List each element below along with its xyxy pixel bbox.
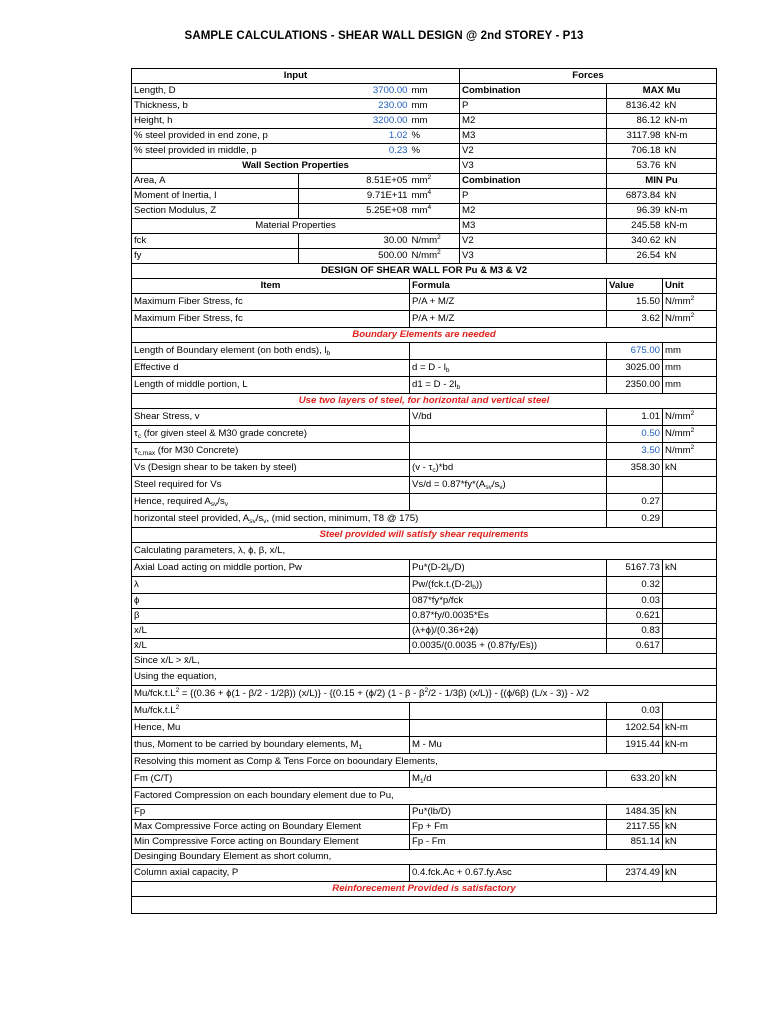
item-value: 0.03 xyxy=(607,703,663,720)
message-layers: Use two layers of steel, for horizontal and vertical steel xyxy=(132,394,717,409)
force-value: 8136.42 xyxy=(607,99,663,114)
item-value: 0.03 xyxy=(607,594,663,609)
page-title: SAMPLE CALCULATIONS - SHEAR WALL DESIGN @ 2nd STOREY - P13 xyxy=(184,30,584,42)
combination-max-mu: MAX Mu xyxy=(607,84,717,99)
item-formula xyxy=(410,720,607,737)
item-formula: 0.87*fy/0.0035*Es xyxy=(410,609,607,624)
item-label: Max Compressive Force acting on Boundary Element xyxy=(132,820,410,835)
blank-row xyxy=(132,897,717,914)
section-value: 5.25E+08 xyxy=(299,204,410,219)
item-value: 633.20 xyxy=(607,771,663,788)
item-label: $\tau_{c,max}$ (for M30 Concrete) xyxy=(132,443,410,460)
force-unit: kN xyxy=(663,144,717,159)
input-value: 1.02 xyxy=(299,129,410,144)
col-header-value: Value xyxy=(607,279,663,294)
item-label: Fp xyxy=(132,805,410,820)
item-formula: (λ+ϕ)/(0.36+2ϕ) xyxy=(410,624,607,639)
force-value: 86.12 xyxy=(607,114,663,129)
input-label: Thickness, b xyxy=(132,99,299,114)
header-wall-section: Wall Section Properties xyxy=(132,159,460,174)
material-label: fy xyxy=(132,249,299,264)
item-label: Axial Load acting on middle portion, Pw xyxy=(132,560,410,577)
force-unit: kN xyxy=(663,99,717,114)
input-value: 3200.00 xyxy=(299,114,410,129)
item-formula: M - Mu xyxy=(410,737,607,754)
item-value: 1484.35 xyxy=(607,805,663,820)
force-value: 26.54 xyxy=(607,249,663,264)
item-unit xyxy=(663,624,717,639)
item-label: Hence, required $A_{sv}/s_v$ xyxy=(132,494,410,511)
force-name: V2 xyxy=(460,234,607,249)
item-value: 15.50 xyxy=(607,294,663,311)
design-equation: $Mu/fck.t.L^2 = \{(0.36 + \phi(1 - \beta/2 - 1/2\beta))$ (x/L)} - {(0.15 + (ϕ/2) (1 - β - $\beta^2/2 - 1/3\beta$) (x/L)} - {(ϕ/6β) (L/x - 3)} - λ/2 xyxy=(132,686,717,703)
item-unit: kN-m xyxy=(663,737,717,754)
item-label: thus, Moment to be carried by boundary elements, $M_1$ xyxy=(132,737,410,754)
item-value: 0.50 xyxy=(607,426,663,443)
force-value: 706.18 xyxy=(607,144,663,159)
item-label: x/L xyxy=(132,624,410,639)
item-value: 0.617 xyxy=(607,639,663,654)
section-value: 9.71E+11 xyxy=(299,189,410,204)
item-label: Steel required for Vs xyxy=(132,477,410,494)
input-value: 3700.00 xyxy=(299,84,410,99)
combination-label: Combination xyxy=(460,174,607,189)
section-label: Moment of Inertia, I xyxy=(132,189,299,204)
item-unit: kN xyxy=(663,835,717,850)
item-formula: $Pw/(fck.t.(D-2l_b))$ xyxy=(410,577,607,594)
force-unit: kN-m xyxy=(663,129,717,144)
item-value: 3025.00 xyxy=(607,360,663,377)
force-unit: kN xyxy=(663,189,717,204)
material-value: 30.00 xyxy=(299,234,410,249)
item-value: 1202.54 xyxy=(607,720,663,737)
item-formula xyxy=(410,426,607,443)
item-unit: $N/mm^2$ xyxy=(663,409,717,426)
item-formula: 087*fy*p/fck xyxy=(410,594,607,609)
force-name: M3 xyxy=(460,219,607,234)
item-label: Desinging Boundary Element as short column, xyxy=(132,850,717,865)
item-value: 358.30 xyxy=(607,460,663,477)
item-unit: $N/mm^2$ xyxy=(663,294,717,311)
col-header-unit: Unit xyxy=(663,279,717,294)
force-name: M3 xyxy=(460,129,607,144)
item-label: Since x/L > x̄/L, xyxy=(132,654,717,669)
item-value: 1.01 xyxy=(607,409,663,426)
item-value xyxy=(607,477,663,494)
item-formula xyxy=(410,494,607,511)
header-design: DESIGN OF SHEAR WALL FOR Pu & M3 & V2 xyxy=(132,264,717,279)
item-unit: mm xyxy=(663,360,717,377)
combination-label: Combination xyxy=(460,84,607,99)
item-label: Using the equation, xyxy=(132,669,717,686)
item-formula: V/bd xyxy=(410,409,607,426)
material-label: fck xyxy=(132,234,299,249)
item-unit: kN xyxy=(663,560,717,577)
item-unit xyxy=(663,577,717,594)
header-input: Input xyxy=(132,69,460,84)
calculation-sheet xyxy=(131,68,717,914)
item-value: 2117.55 xyxy=(607,820,663,835)
message-shear: Steel provided will satisfy shear requirements xyxy=(132,528,717,543)
input-label: Length, D xyxy=(132,84,299,99)
item-value: 1915.44 xyxy=(607,737,663,754)
item-label: Effective d xyxy=(132,360,410,377)
section-label: Section Modulus, Z xyxy=(132,204,299,219)
force-value: 245.58 xyxy=(607,219,663,234)
message-final: Reinforecement Provided is satisfactory xyxy=(132,882,717,897)
item-value: 0.29 xyxy=(607,511,663,528)
item-formula: $Pu*(D-2l_b/D)$ xyxy=(410,560,607,577)
input-unit: mm xyxy=(410,114,460,129)
item-formula: 0.4.fck.Ac + 0.67.fy.Asc xyxy=(410,865,607,882)
input-value: 0.23 xyxy=(299,144,410,159)
item-formula xyxy=(410,703,607,720)
force-name: P xyxy=(460,99,607,114)
item-unit: mm xyxy=(663,377,717,394)
item-value: 3.62 xyxy=(607,311,663,328)
input-unit: % xyxy=(410,129,460,144)
material-unit: $N/mm^2$ xyxy=(410,249,460,264)
item-unit xyxy=(663,594,717,609)
item-label: Hence, Mu xyxy=(132,720,410,737)
force-name: M2 xyxy=(460,114,607,129)
item-unit xyxy=(663,477,717,494)
item-formula xyxy=(410,443,607,460)
message-boundary: Boundary Elements are needed xyxy=(132,328,717,343)
input-label: % steel provided in end zone, p xyxy=(132,129,299,144)
item-formula: Fp - Fm xyxy=(410,835,607,850)
item-unit: mm xyxy=(663,343,717,360)
item-label: Resolving this moment as Comp & Tens Force on booundary Elements, xyxy=(132,754,717,771)
force-name: V3 xyxy=(460,249,607,264)
force-name: V2 xyxy=(460,144,607,159)
item-label: $\tau_c$ (for given steel & M30 grade concrete) xyxy=(132,426,410,443)
item-unit xyxy=(663,494,717,511)
item-formula: $M_1/d$ xyxy=(410,771,607,788)
item-unit xyxy=(663,511,717,528)
header-forces: Forces xyxy=(460,69,717,84)
section-label: Area, A xyxy=(132,174,299,189)
force-unit: kN-m xyxy=(663,219,717,234)
section-unit: $mm^4$ xyxy=(410,189,460,204)
input-unit: mm xyxy=(410,84,460,99)
item-label: Maximum Fiber Stress, fc xyxy=(132,294,410,311)
item-unit xyxy=(663,639,717,654)
item-unit: $N/mm^2$ xyxy=(663,443,717,460)
item-formula: $d1 = D - 2l_b$ xyxy=(410,377,607,394)
force-value: 3117.98 xyxy=(607,129,663,144)
item-label: Column axial capacity, P xyxy=(132,865,410,882)
force-unit: kN xyxy=(663,159,717,174)
force-unit: kN xyxy=(663,249,717,264)
section-unit: $mm^2$ xyxy=(410,174,460,189)
item-value: 0.27 xyxy=(607,494,663,511)
force-value: 340.62 xyxy=(607,234,663,249)
item-label: Maximum Fiber Stress, fc xyxy=(132,311,410,328)
item-value: 675.00 xyxy=(607,343,663,360)
force-unit: kN-m xyxy=(663,204,717,219)
force-unit: kN xyxy=(663,234,717,249)
item-label: Length of Boundary element (on both ends), $l_b$ xyxy=(132,343,410,360)
item-value: 0.32 xyxy=(607,577,663,594)
item-label: ϕ xyxy=(132,594,410,609)
input-unit: mm xyxy=(410,99,460,114)
item-label: horizontal steel provided, $A_{sv}/s_v$, (mid section, minimum, T8 @ 175) xyxy=(132,511,607,528)
material-value: 500.00 xyxy=(299,249,410,264)
force-value: 53.76 xyxy=(607,159,663,174)
item-formula: Pu*(lb/D) xyxy=(410,805,607,820)
input-unit: % xyxy=(410,144,460,159)
item-label: Min Compressive Force acting on Boundary Element xyxy=(132,835,410,850)
header-material: Material Properties xyxy=(132,219,460,234)
item-unit: kN xyxy=(663,460,717,477)
item-formula: 0.0035/(0.0035 + (0.87fy/Es)) xyxy=(410,639,607,654)
item-unit: kN xyxy=(663,771,717,788)
item-unit: $N/mm^2$ xyxy=(663,426,717,443)
force-name: V3 xyxy=(460,159,607,174)
item-label: x̄/L xyxy=(132,639,410,654)
item-unit: kN xyxy=(663,865,717,882)
force-unit: kN-m xyxy=(663,114,717,129)
item-unit xyxy=(663,703,717,720)
item-unit: kN xyxy=(663,820,717,835)
item-formula: $Vs/d = 0.87*fy*(A_{sv}/s_v)$ xyxy=(410,477,607,494)
col-header-formula: Formula xyxy=(410,279,607,294)
input-label: % steel provided in middle, p xyxy=(132,144,299,159)
item-label: λ xyxy=(132,577,410,594)
item-formula: P/A + M/Z xyxy=(410,294,607,311)
item-value: 3.50 xyxy=(607,443,663,460)
item-label: Shear Stress, v xyxy=(132,409,410,426)
item-label: $Mu/fck.t.L^2$ xyxy=(132,703,410,720)
item-formula xyxy=(410,343,607,360)
item-unit: $N/mm^2$ xyxy=(663,311,717,328)
item-formula: P/A + M/Z xyxy=(410,311,607,328)
item-unit xyxy=(663,609,717,624)
item-formula: Fp + Fm xyxy=(410,820,607,835)
combination-min-pu: MIN Pu xyxy=(607,174,717,189)
item-formula: $(v - \tau_c)*bd$ xyxy=(410,460,607,477)
item-label: Calculating parameters, λ, ϕ, β, x/L, xyxy=(132,543,717,560)
item-value: 851.14 xyxy=(607,835,663,850)
item-label: Factored Compression on each boundary element due to Pu, xyxy=(132,788,717,805)
input-label: Height, h xyxy=(132,114,299,129)
item-value: 0.83 xyxy=(607,624,663,639)
col-header-item: Item xyxy=(132,279,410,294)
force-name: P xyxy=(460,189,607,204)
item-value: 5167.73 xyxy=(607,560,663,577)
section-value: 8.51E+05 xyxy=(299,174,410,189)
item-label: Length of middle portion, L xyxy=(132,377,410,394)
item-unit: kN-m xyxy=(663,720,717,737)
item-unit: kN xyxy=(663,805,717,820)
input-value: 230.00 xyxy=(299,99,410,114)
force-value: 96.39 xyxy=(607,204,663,219)
item-value: 2374.49 xyxy=(607,865,663,882)
force-value: 6873.84 xyxy=(607,189,663,204)
item-label: Vs (Design shear to be taken by steel) xyxy=(132,460,410,477)
item-label: Fm (C/T) xyxy=(132,771,410,788)
item-formula: $d = D - l_b$ xyxy=(410,360,607,377)
material-unit: $N/mm^2$ xyxy=(410,234,460,249)
item-value: 2350.00 xyxy=(607,377,663,394)
item-label: β xyxy=(132,609,410,624)
item-value: 0.621 xyxy=(607,609,663,624)
section-unit: $mm^4$ xyxy=(410,204,460,219)
force-name: M2 xyxy=(460,204,607,219)
